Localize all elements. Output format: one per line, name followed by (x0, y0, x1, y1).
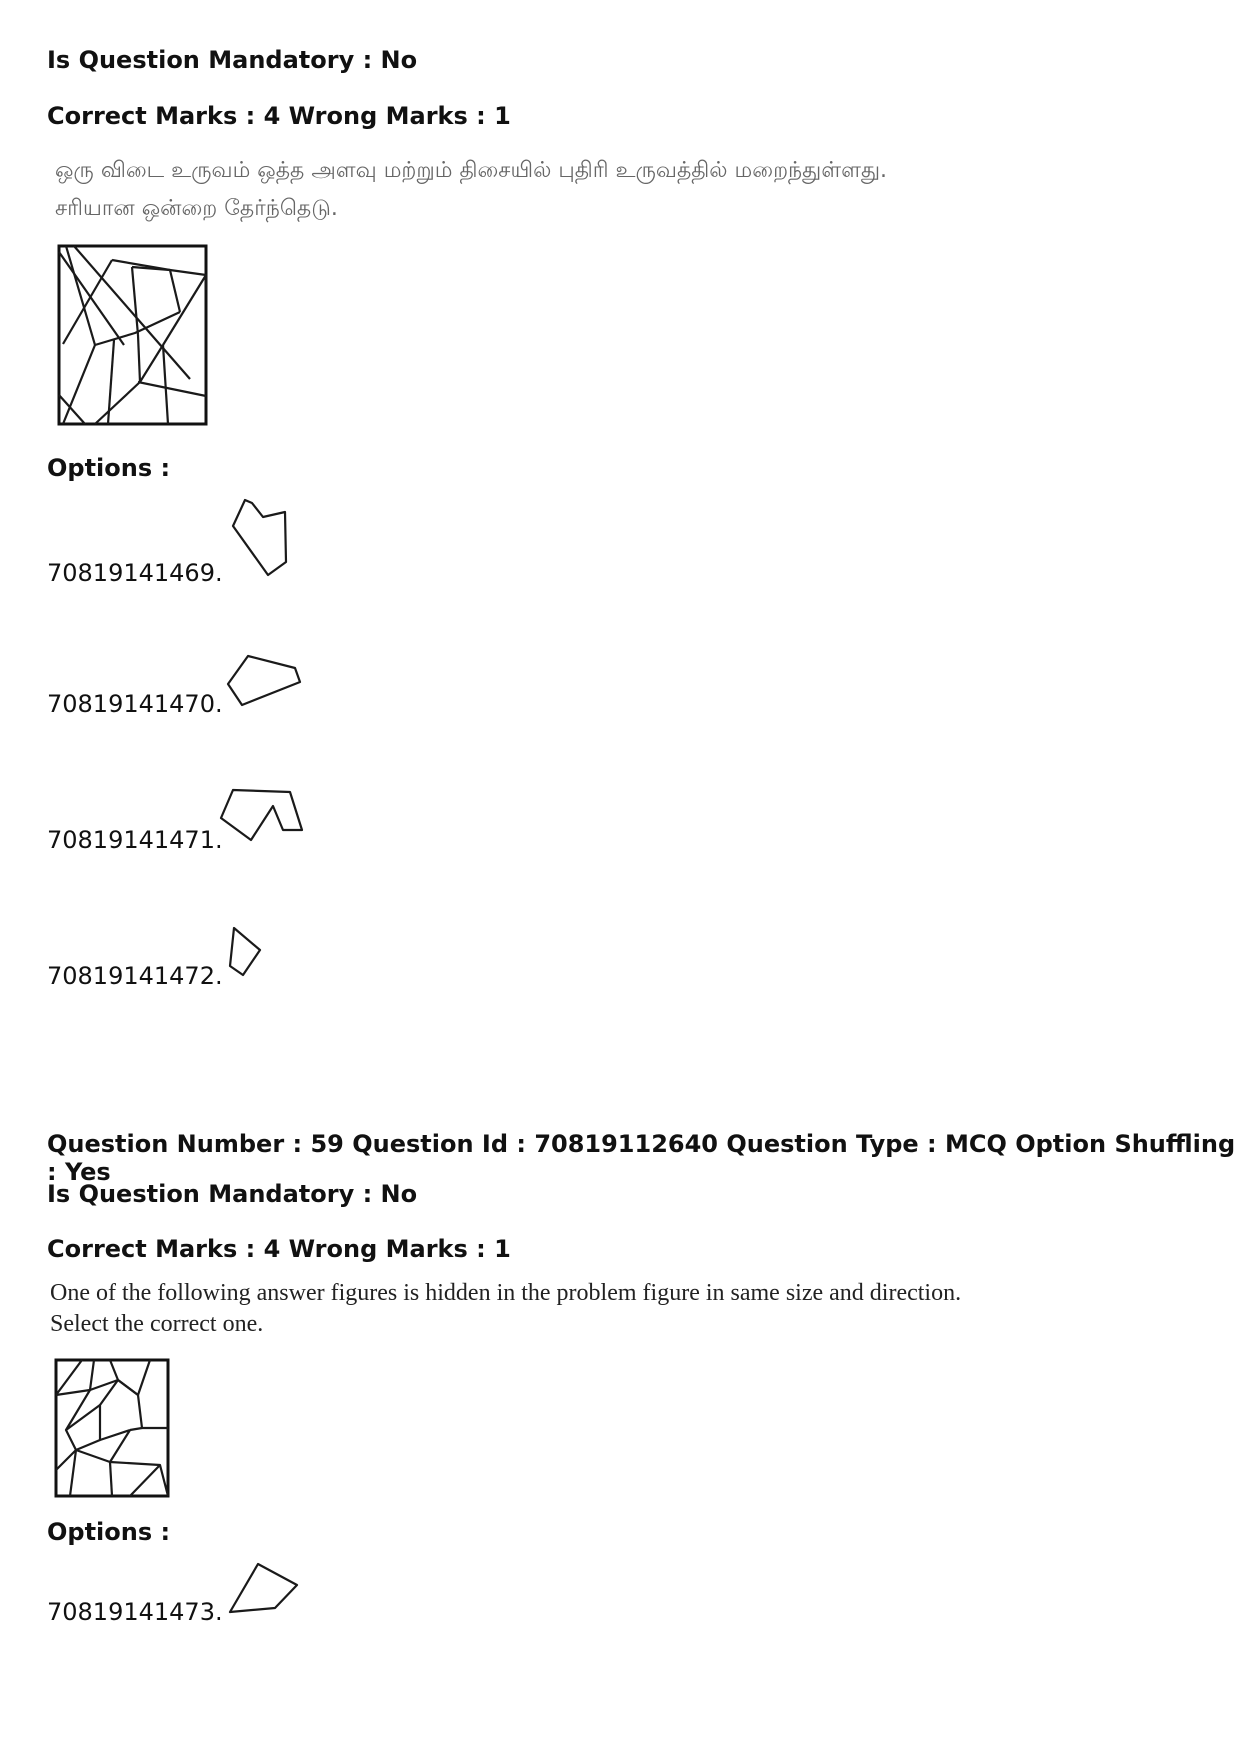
q58-question-line-1: ஒரு விடை உருவம் ஒத்த அளவு மற்றும் திசையில் புதிரி உருவத்தில் மறைந்துள்ளது. (55, 158, 888, 183)
q59-mandatory: Is Question Mandatory : No (47, 1180, 418, 1208)
q59-marks: Correct Marks : 4 Wrong Marks : 1 (47, 1235, 511, 1263)
q59-header: Question Number : 59 Question Id : 70819112640 Question Type : MCQ Option Shuffling : Yes (47, 1130, 1236, 1186)
q59-question-line-2: Select the correct one. (50, 1311, 264, 1337)
q58-option-2-id[interactable]: 70819141470. (47, 690, 223, 718)
q58-option-3-id[interactable]: 70819141471. (47, 826, 223, 854)
q58-options-label: Options : (47, 454, 171, 482)
q58-option-1-id[interactable]: 70819141469. (47, 559, 223, 587)
q58-mandatory: Is Question Mandatory : No (47, 46, 418, 74)
q59-options-label: Options : (47, 1518, 171, 1546)
q58-option-4-id[interactable]: 70819141472. (47, 962, 223, 990)
q58-marks: Correct Marks : 4 Wrong Marks : 1 (47, 102, 511, 130)
q58-question-line-2: சரியான ஒன்றை தேர்ந்தெடு. (55, 196, 338, 221)
q59-option-1-id[interactable]: 70819141473. (47, 1598, 223, 1626)
q59-question-line-1: One of the following answer figures is hidden in the problem figure in same size and direction. (50, 1280, 962, 1306)
